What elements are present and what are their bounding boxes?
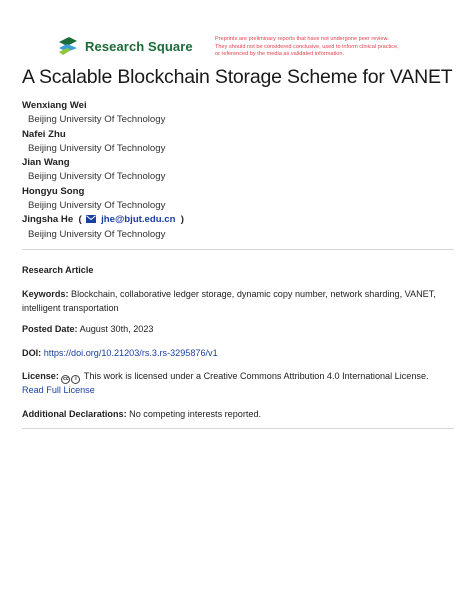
declarations-value: No competing interests reported. bbox=[129, 409, 262, 419]
keywords-label: Keywords: bbox=[22, 289, 69, 299]
paper-title: A Scalable Blockchain Storage Scheme for VANET bbox=[22, 66, 453, 88]
author-name: Jingsha He bbox=[22, 214, 74, 226]
author-block bbox=[22, 185, 452, 214]
close-paren: ) bbox=[178, 214, 185, 226]
license-text: This work is licensed under a Creative Commons Attribution 4.0 International License. bbox=[83, 371, 429, 381]
keywords bbox=[22, 288, 452, 315]
research-square-logo-icon bbox=[57, 37, 79, 55]
header bbox=[0, 0, 474, 66]
author-block bbox=[22, 128, 452, 157]
research-square-logo[interactable] bbox=[57, 37, 193, 55]
author-name: Hongyu Song bbox=[22, 185, 85, 197]
doi-link[interactable]: https://doi.org/10.21203/rs.3.rs-3295876/v1 bbox=[43, 348, 218, 358]
declarations-label: Additional Declarations: bbox=[22, 409, 127, 419]
posted-date bbox=[22, 323, 452, 337]
author-name: Jian Wang bbox=[22, 157, 70, 169]
author-affiliation: Beijing University Of Technology bbox=[28, 142, 166, 154]
doi-label: DOI: bbox=[22, 348, 42, 358]
author-name: Wenxiang Wei bbox=[22, 100, 87, 111]
posted-date-value: August 30th, 2023 bbox=[79, 324, 154, 334]
article-type bbox=[22, 264, 452, 278]
posted-date-label: Posted Date: bbox=[22, 324, 78, 334]
open-paren: ( bbox=[75, 214, 82, 226]
disclaimer-line: Preprints are preliminary reports that have not undergone peer review. bbox=[215, 36, 389, 42]
author-list bbox=[22, 99, 452, 242]
license bbox=[22, 370, 452, 398]
preprint-disclaimer bbox=[215, 36, 465, 59]
read-full-license-link[interactable]: Read Full License bbox=[22, 385, 95, 395]
cc-icon: cc bbox=[63, 376, 69, 382]
disclaimer-line: They should not be considered conclusive, used to inform clinical practice, bbox=[215, 43, 399, 50]
author-name: Nafei Zhu bbox=[22, 128, 66, 140]
author-email-link[interactable]: jhe@bjut.edu.cn bbox=[101, 214, 176, 226]
keywords-value: Blockchain, collaborative ledger storage, dynamic copy number, network sharding, VANET, intelligent transportation bbox=[22, 289, 436, 313]
author-affiliation: Beijing University Of Technology bbox=[28, 171, 166, 183]
envelope-icon bbox=[86, 215, 96, 223]
doi bbox=[22, 347, 452, 361]
author-affiliation: Beijing University Of Technology bbox=[28, 228, 166, 240]
declarations bbox=[22, 408, 452, 422]
article-type-label: Research Article bbox=[22, 265, 94, 275]
disclaimer-line: or referenced by the media as validated information. bbox=[215, 51, 345, 58]
divider bbox=[22, 428, 454, 429]
author-block bbox=[22, 156, 452, 185]
brand-name: Research Square bbox=[85, 38, 193, 54]
author-block bbox=[22, 213, 452, 242]
by-icon: i bbox=[71, 375, 80, 384]
divider bbox=[22, 249, 454, 250]
author-affiliation: Beijing University Of Technology bbox=[28, 200, 166, 212]
corresponding-author bbox=[22, 213, 452, 227]
author-affiliation: Beijing University Of Technology bbox=[28, 114, 166, 126]
author-block bbox=[22, 99, 452, 128]
license-label: License: bbox=[22, 371, 59, 381]
